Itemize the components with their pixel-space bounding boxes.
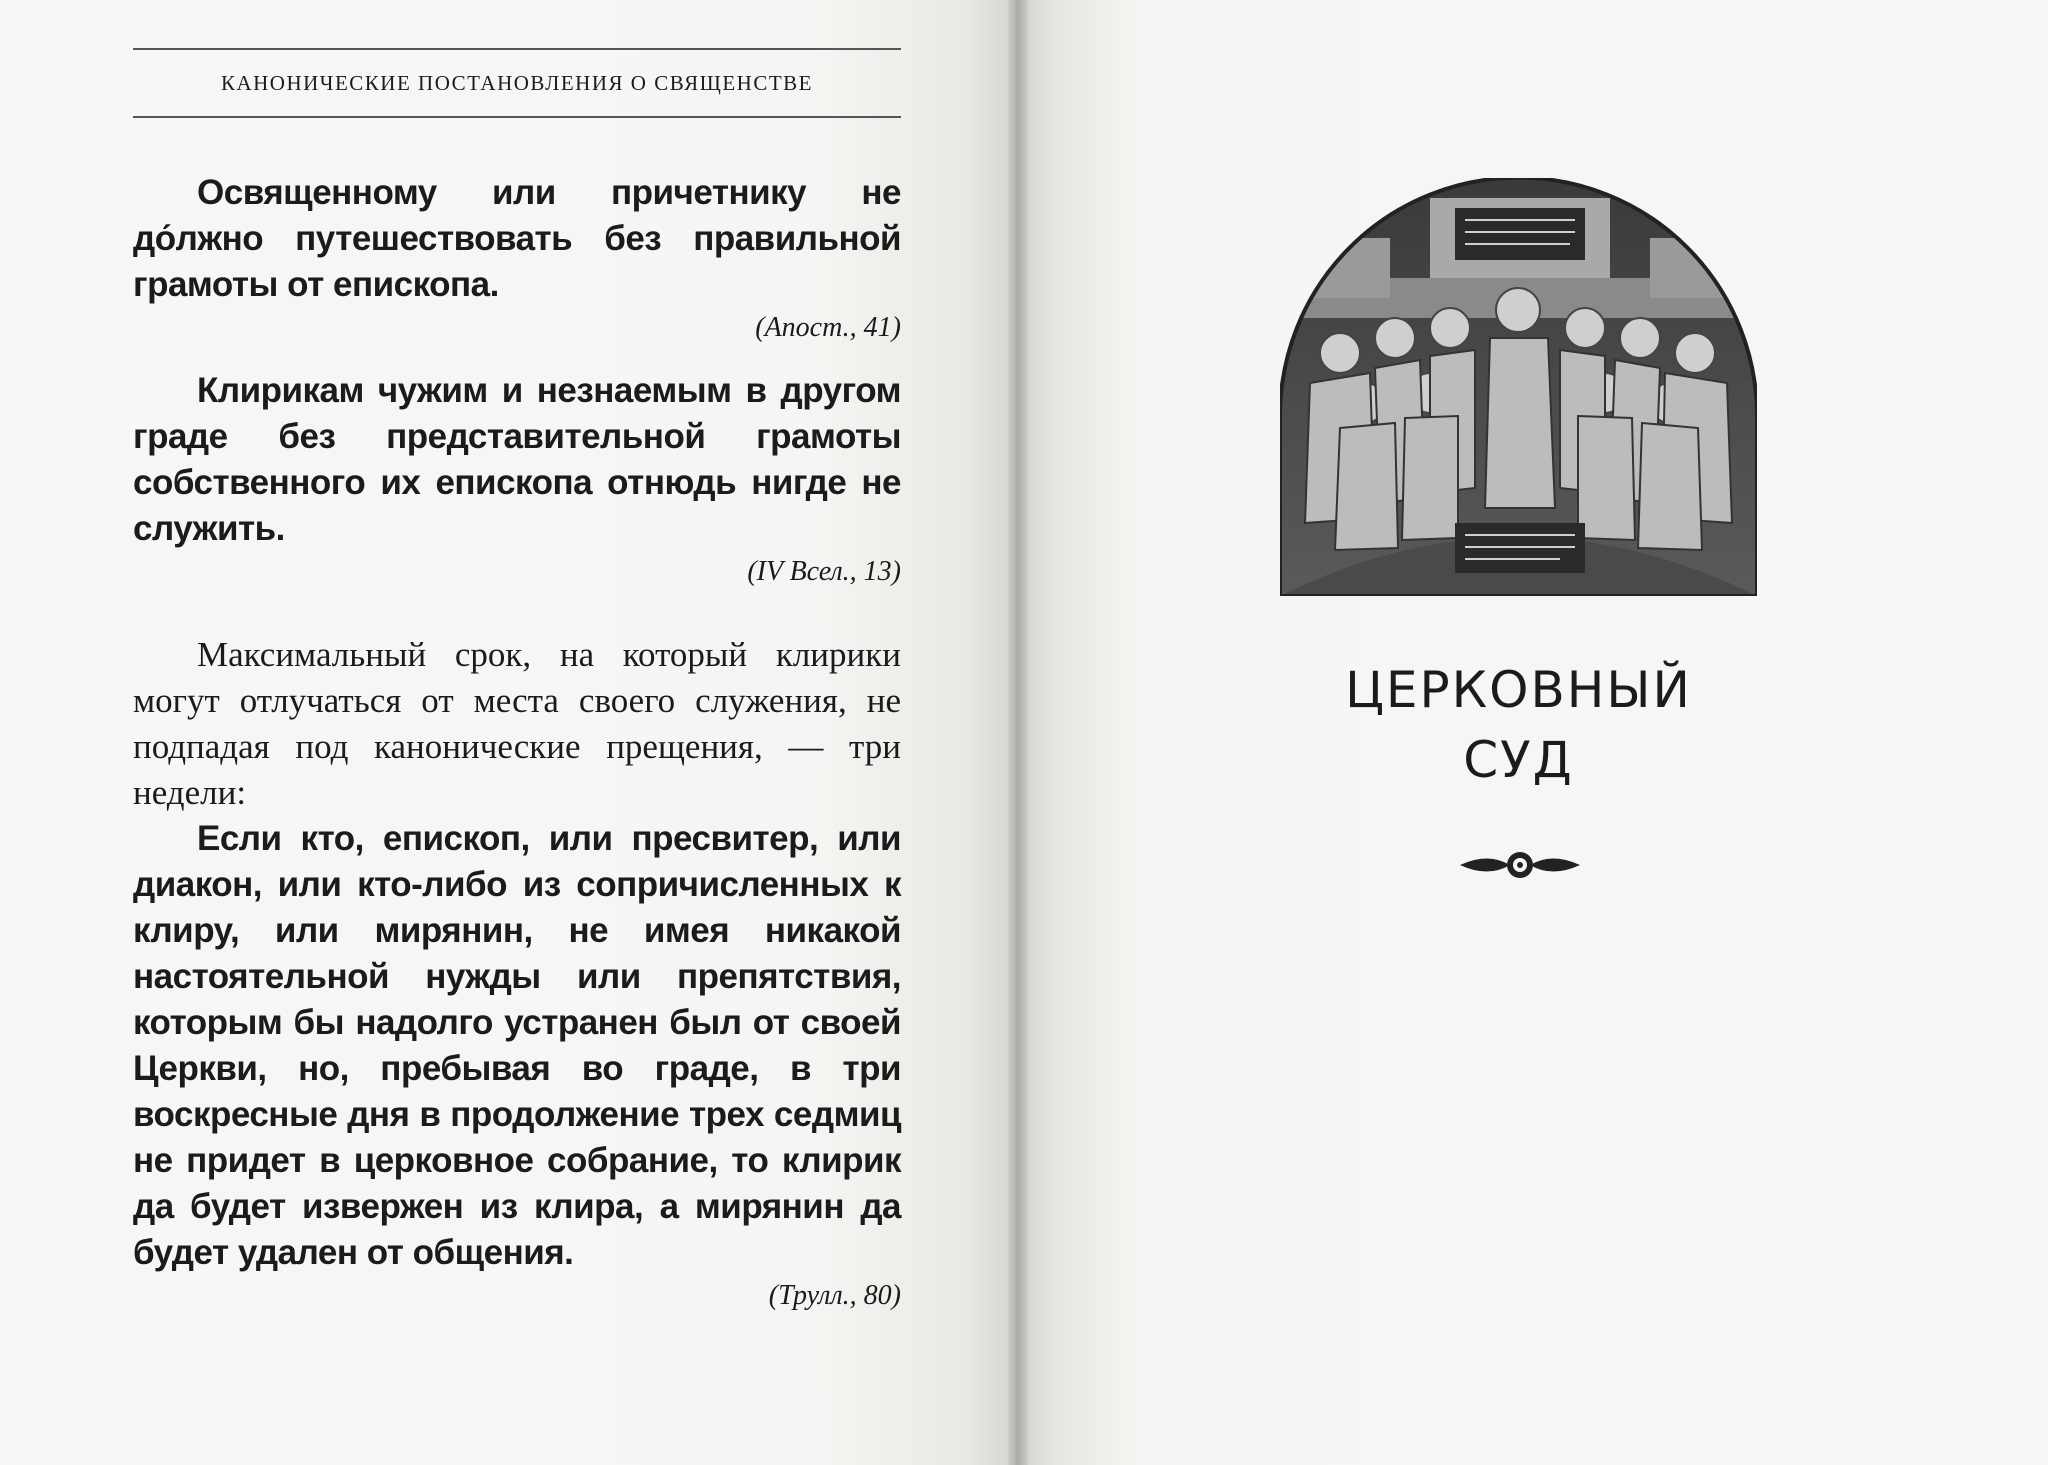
fresco-illustration [1280,178,1757,596]
chapter-title-line: СУД [1463,731,1574,789]
canon-paragraph: Если кто, епископ, или пресвитер, или диакон, или кто-либо из сопричисленных к клиру, или мирянин, не имея никакой настоятельной нужды или препятствия, которым бы надолго устранен был от своей Церкви, но, пребывая во граде, в три воскресные дня в продолжение трех седмиц не придет в церковное собрание, то клирик да будет извержен из клира, а мирянин да будет удален от общения. [133,819,901,1272]
book-gutter [1008,0,1028,1465]
canon-citation: (IV Всел., 13) [747,556,901,587]
fleuron-ornament-icon [1458,848,1582,882]
chapter-title [1220,655,1817,795]
chapter-title-line: ЦЕРКОВНЫЙ [1345,661,1692,719]
running-header [133,48,901,118]
intro-paragraph: Максимальный срок, на который клирики могут отлучаться от места своего служения, не подпадая под канонические прещения, — три недели: [133,635,901,812]
canon-citation: (Трулл., 80) [768,1280,901,1311]
running-header-text: КАНОНИЧЕСКИЕ ПОСТАНОВЛЕНИЯ О СВЯЩЕНСТВЕ [220,70,814,95]
left-page-text [133,170,901,1316]
canon-paragraph: Клирикам чужим и незнаемым в другом граде без представительной грамоты собственного их епископа отнюдь нигде не служить. [133,371,901,548]
canon-paragraph: Освященному или причетнику не до́лжно путешествовать без правильной грамоты от епископа. [133,173,901,304]
canon-citation: (Апост., 41) [755,312,901,343]
